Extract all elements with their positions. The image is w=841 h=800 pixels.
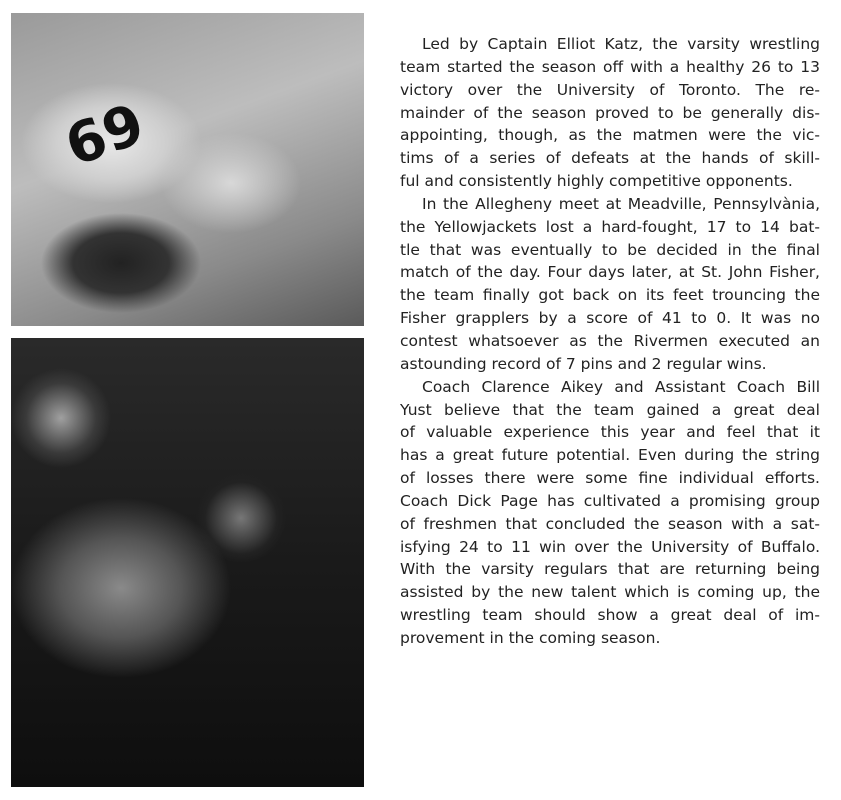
text-line: the Yellowjackets lost a hard-fought, 17 to 14 bat-: [400, 217, 820, 236]
text-line: of valuable experience this year and feel that it: [400, 423, 820, 442]
text-line: Fisher grapplers by a score of 41 to 0. It was no: [400, 309, 820, 328]
paragraph: [400, 33, 820, 193]
text-line: the team finally got back on its feet trouncing the: [400, 286, 820, 305]
text-line: wrestling team should show a great deal of im-: [400, 606, 820, 625]
text-line: With the varsity regulars that are returning being: [400, 560, 820, 579]
text-line: victory over the University of Toronto. The re-: [400, 80, 820, 99]
text-line: ful and consistently highly competitive opponents.: [400, 172, 793, 191]
text-line: match of the day. Four days later, at St. John Fisher,: [400, 263, 820, 282]
text-line: Led by Captain Elliot Katz, the varsity wrestling: [422, 35, 820, 53]
text-line: contest whatsoever as the Rivermen executed an: [400, 331, 820, 350]
wrestling-photo-top: [11, 13, 364, 326]
text-line: team started the season off with a healthy 26 to 13: [400, 57, 820, 76]
wrestling-photo-bottom: [11, 338, 364, 787]
article-text: [400, 33, 820, 650]
paragraph: [400, 193, 820, 376]
paragraph: [400, 376, 820, 650]
text-line: Yust believe that the team gained a great deal: [400, 400, 820, 419]
text-line: In the Allegheny meet at Meadville, Pennsylvània,: [422, 194, 820, 213]
text-line: has a great future potential. Even during the string: [400, 446, 820, 465]
text-line: Coach Dick Page has cultivated a promising group: [400, 491, 820, 510]
text-line: Coach Clarence Aikey and Assistant Coach Bill: [422, 377, 820, 396]
text-line: of freshmen that concluded the season with a sat-: [400, 514, 820, 533]
text-line: mainder of the season proved to be generally dis-: [400, 103, 820, 122]
text-line: assisted by the new talent which is coming up, the: [400, 583, 820, 602]
text-line: tle that was eventually to be decided in the final: [400, 240, 820, 259]
text-line: astounding record of 7 pins and 2 regular wins.: [400, 354, 767, 373]
text-line: isfying 24 to 11 win over the University of Buffalo.: [400, 537, 820, 556]
text-line: tims of a series of defeats at the hands of skill-: [400, 149, 820, 168]
text-line: provement in the coming season.: [400, 628, 661, 647]
jersey-number: 69: [57, 91, 153, 180]
text-line: of losses there were some fine individual efforts.: [400, 469, 820, 488]
text-line: appointing, though, as the matmen were the vic-: [400, 126, 820, 145]
